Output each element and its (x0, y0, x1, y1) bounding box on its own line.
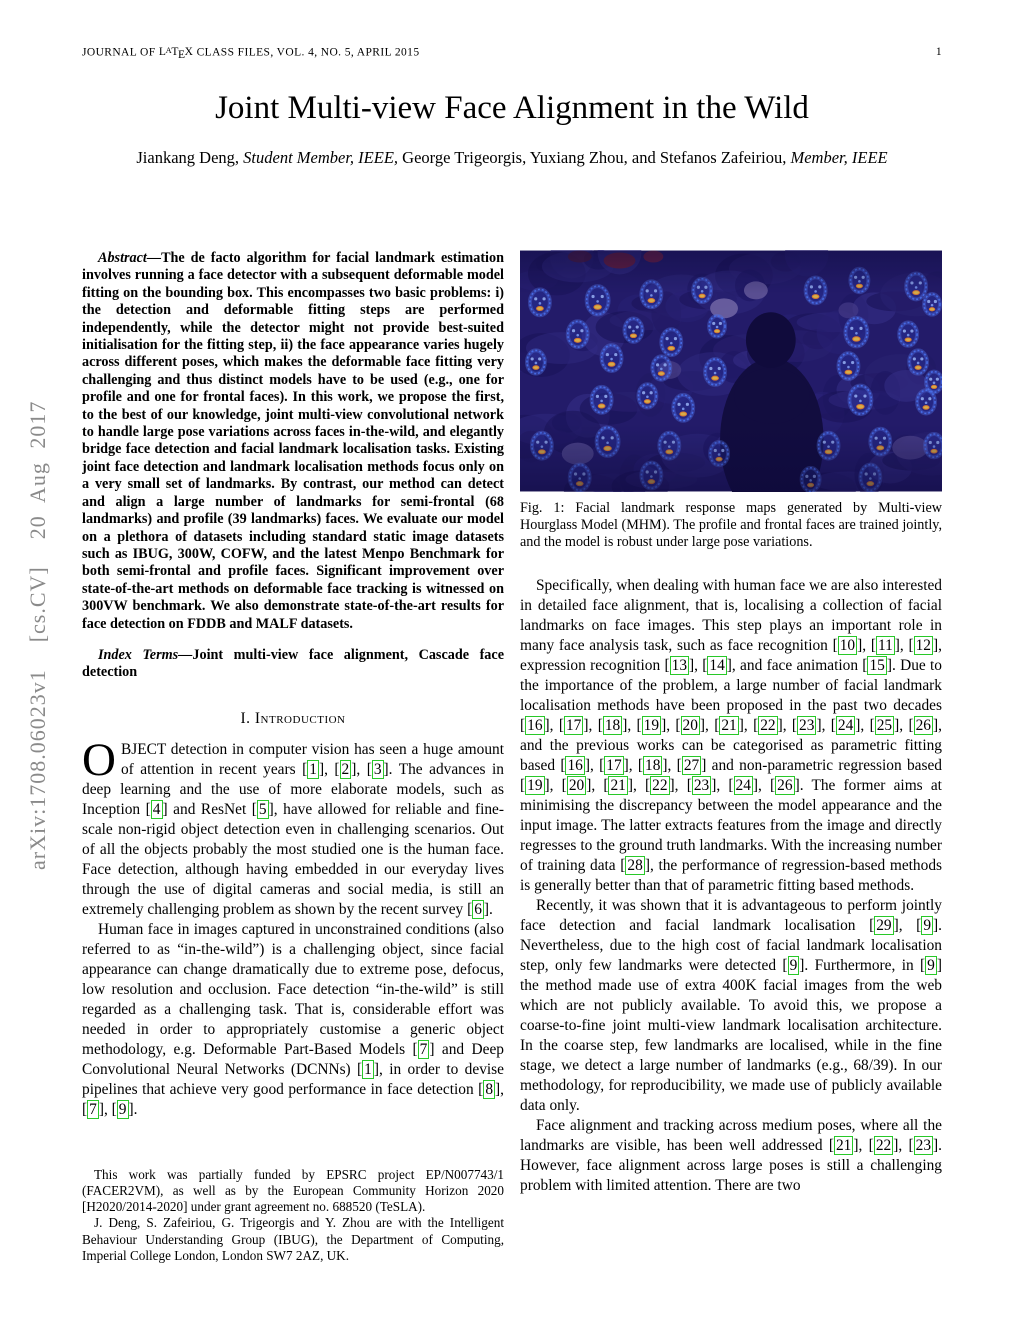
citation-ref[interactable]: 23 (915, 1136, 932, 1154)
citation-ref[interactable]: 17 (606, 756, 622, 774)
citation-ref[interactable]: 18 (645, 756, 661, 774)
abstract-label: Abstract— (98, 250, 162, 266)
intro-paragraph-1 (82, 733, 504, 920)
citation-ref[interactable]: 21 (835, 1136, 852, 1154)
citation-ref[interactable]: 11 (877, 636, 893, 654)
intro-dropcap: O (82, 733, 116, 786)
footnote-affiliation: J. Deng, S. Zafeiriou, G. Trigeorgis and Y. Zhou are with the Intelligent Behaviour Understanding Group (IBUG), the Department of Computing, Imperial College London, London SW7 2AZ, UK. (82, 1215, 504, 1263)
body-paragraph-face-alignment: Face alignment and tracking across medium poses, where all the landmarks are visible, has been well addressed [ 21 ], [ 22 ], [ 23 ]. However, face alignment across large poses is still a challenging problem with limited attention. There are two (520, 1116, 942, 1194)
citation-ref[interactable]: 29 (876, 916, 892, 934)
citation-ref[interactable]: 20 (568, 776, 585, 794)
figure-1-caption: Fig. 1: Facial landmark response maps generated by Multi-view Hourglass Model (MHM). The profile and frontal faces are trained jointly, and the model is robust under large pose variations. (520, 500, 942, 551)
citation-ref[interactable]: 24 (837, 716, 854, 734)
citation-ref[interactable]: 25 (876, 716, 893, 734)
citation-ref[interactable]: 22 (760, 716, 776, 734)
citation-ref[interactable]: 3 (373, 760, 382, 778)
figure-1-image (520, 250, 942, 492)
citation-ref[interactable]: 14 (709, 656, 725, 674)
journal-header: JOURNAL OF $L^ATEX$ CLASS FILES, VOL. 4, NO. 5, APRIL 2015 (82, 46, 420, 61)
citation-ref[interactable]: 9 (789, 956, 798, 974)
abstract-text: The de facto algorithm for facial landmark estimation involves running a face detector with a subsequent deformable model fitting on the bounding box. This encompasses two basic problems: i) the detection and deformable fitting steps are performed independently, while the detector might not provide best-suited initialisation for the fitting step, ii) the face appearance varies hugely across different poses, which makes the deformable face fitting very challenging and thus distinct models have to be used (e.g., one for profile and one for frontal faces). In this work, we propose the first, to the best of our knowledge, joint multi-view convolutional network to handle large pose variations across faces in-the-wild, and elegantly bridge face detection and facial landmark localisation tasks. Existing joint face detection and landmark localisation methods focus only on a very small set of landmarks. By contrast, our method can detect and align a large number of landmarks for semi-frontal (68 landmarks) and profile (39 landmarks) faces. We evaluate our model on a plethora of datasets including standard static image datasets such as IBUG, 300W, COFW, and the latest Menpo Benchmark for both semi-frontal and profile faces. Significant improvement over state-of-the-art methods on deformable face tracking is witnessed on 300VW benchmark. We also demonstrate state-of-the-art results for face detection on FDDB and MALF datasets. (82, 250, 504, 632)
citation-ref[interactable]: 6 (474, 900, 482, 918)
citation-ref[interactable]: 16 (567, 756, 583, 774)
citation-ref[interactable]: 24 (735, 776, 751, 794)
citation-ref[interactable]: 19 (643, 716, 660, 734)
citation-ref[interactable]: 7 (89, 1100, 97, 1118)
citation-ref[interactable]: 15 (869, 656, 885, 674)
intro-paragraph-1-text: BJECT detection in computer vision has seen a huge amount of attention in recent years [ 1 ], [ 2 ], [ 3 ]. The advances in deep learning and the use of more elaborate models, such as Inception [ 4 ] and ResNet [ 5 ], have allowed for reliable and fine-scale non-rigid object detection even in challenging scenarios. Out of all the objects probably the most studied one is the human face. Face detection, although having embedded in our everyday lives through the use of digital cameras and social media, is still an extremely challenging problem as shown by the recent survey [ 6 ]. (82, 740, 504, 918)
body-paragraph-recently: Recently, it was shown that it is advantageous to perform jointly face detection and facial landmark localisation [ 29 ], [ 9 ]. Nevertheless, due to the high cost of facial landmark localisation step, only few landmarks were detected [ 9 ]. Furthermore, in [ 9 ] the method made use of extra 400K facial images from the web which are not publicly available. To avoid this, we propose a coarse-to-fine joint multi-view landmark localisation architecture. In the coarse step, few landmarks are localised, while in the fine stage, we detect a large number of landmarks (e.g., 68/39). In our methodology, for reproducibility, we made use of publicly available data only. (520, 896, 942, 1114)
index-terms-text: Joint multi-view face alignment, Cascade face detection (82, 646, 504, 681)
citation-ref[interactable]: 19 (527, 776, 543, 794)
footnotes (82, 1167, 504, 1264)
citation-ref[interactable]: 21 (721, 716, 737, 734)
citation-ref[interactable]: 23 (693, 776, 710, 794)
citation-ref[interactable]: 9 (927, 956, 935, 974)
figure-1 (520, 250, 942, 552)
body-paragraph-specifically: Specifically, when dealing with human face we are also interested in detailed face alignment, that is, localising a collection of facial landmarks on face images. This step plays an important role in many face analysis task, such as face recognition [ 10 ], [ 11 ], [ 12 ], expression recognition [ 13 ], [ 14 ], and face animation [ 15 ]. Due to the importance of the problem, a large number of facial landmark localisation methods have been proposed in the past two decades [ 16 ], [ 17 ], [ 18 ], [ 19 ], [ 20 ], [ 21 ], [ 22 ], [ 23 ], [ 24 ], [ 25 ], [ 26 ], and the previous works can be categorised as parametric fitting based [ 16 ], [ 17 ], [ 18 ], [ 27 ] and non-parametric regression based [ 19 ], [ 20 ], [ 21 ], [ 22 ], [ 23 ], [ 24 ], [ 26 ]. The former aims at minimising the discrepancy between the model appearance and the input image. The latter extracts features from the image and directly regresses to the ground truth landmarks. With the increasing number of training data [ 28 ], the performance of regression-based methods is generally better than that of parametric fitting based methods. (520, 576, 942, 894)
citation-ref[interactable]: 26 (777, 776, 793, 794)
paper-title: Joint Multi-view Face Alignment in the Wild (215, 90, 809, 126)
running-header (82, 46, 942, 61)
citation-ref[interactable]: 23 (799, 716, 815, 734)
citation-ref[interactable]: 22 (875, 1136, 892, 1154)
citation-ref[interactable]: 2 (341, 760, 350, 778)
citation-ref[interactable]: 28 (627, 856, 643, 874)
two-column-body (82, 250, 942, 1264)
citation-ref[interactable]: 16 (527, 716, 543, 734)
index-terms-label: Index Terms— (98, 646, 193, 663)
abstract (82, 250, 504, 633)
citation-ref[interactable]: 21 (610, 776, 626, 794)
citation-ref[interactable]: 22 (652, 776, 668, 794)
section-heading-introduction: I. Introduction (240, 709, 346, 727)
citation-ref[interactable]: 26 (915, 716, 931, 734)
citation-ref[interactable]: 20 (682, 716, 698, 734)
citation-ref[interactable]: 17 (565, 716, 582, 734)
citation-ref[interactable]: 9 (118, 1100, 127, 1118)
citation-ref[interactable]: 4 (152, 800, 161, 818)
citation-ref[interactable]: 18 (604, 716, 621, 734)
citation-ref[interactable]: 8 (485, 1080, 494, 1098)
citation-ref[interactable]: 1 (364, 1060, 372, 1078)
citation-ref[interactable]: 12 (915, 636, 931, 654)
paper-authors: Jiankang Deng, Student Member, IEEE, George Trigeorgis, Yuxiang Zhou, and Stefanos Zafeiriou, Member, IEEE (136, 148, 888, 167)
citation-ref[interactable]: 13 (671, 656, 688, 674)
index-terms (82, 647, 504, 682)
citation-ref[interactable]: 9 (923, 916, 932, 934)
citation-ref[interactable]: 5 (258, 800, 267, 818)
arxiv-watermark: arXiv:1708.06023v1 [cs.CV] 20 Aug 2017 (25, 400, 50, 870)
citation-ref[interactable]: 7 (419, 1040, 428, 1058)
latex-logo: $L^ATEX$ (158, 46, 194, 61)
intro-paragraph-2: Human face in images captured in unconstrained conditions (also referred to as “in-the-wild”) is a challenging object, since facial appearance can change dramatically due to extreme pose, defocus, low resolution and occlusion. Face detection “in-the-wild” is still regarded as a challenging task. That is, considerable effort was needed in order to appropriately customise a generic object methodology, e.g. Deformable Part-Based Models [ 7 ] and Deep Convolutional Neural Networks (DCNNs) [ 1 ], in order to devise pipelines that achieve very good performance in face detection [ 8 ], [ 7 ], [ 9 ]. (82, 920, 504, 1118)
citation-ref[interactable]: 10 (839, 636, 856, 654)
page-number: 1 (935, 46, 942, 58)
citation-ref[interactable]: 1 (309, 760, 317, 778)
footnote-funding: This work was partially funded by EPSRC project EP/N007743/1 (FACER2VM), as well as by the European Community Horizon 2020 [H2020/2014-2020] under grant agreement no. 688520 (TeSLA). (82, 1166, 504, 1215)
right-column (520, 250, 942, 1264)
left-column (82, 250, 504, 1264)
citation-ref[interactable]: 27 (683, 756, 700, 774)
